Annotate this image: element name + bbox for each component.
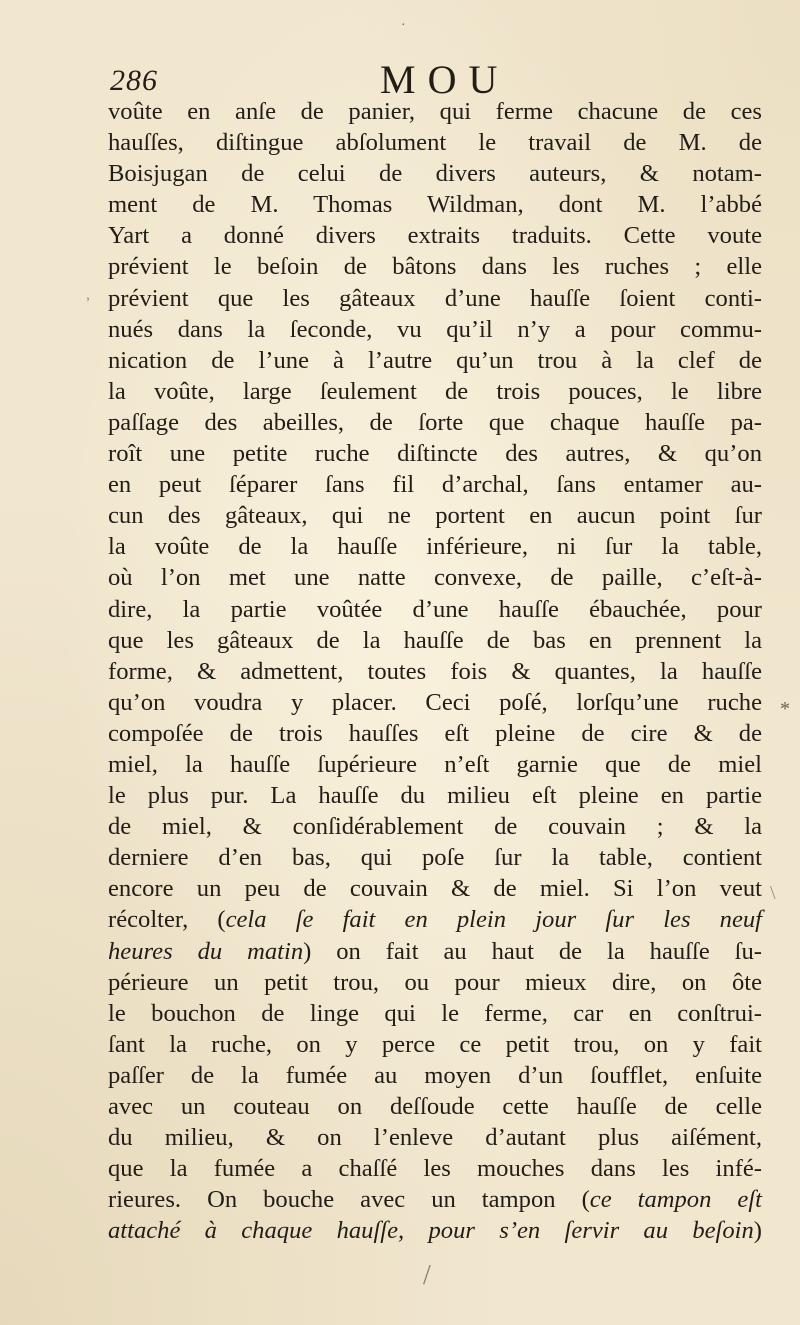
text-line [108,1215,762,1246]
text-line [108,998,762,1029]
text-line [108,904,762,935]
text-line [108,842,762,873]
text-segment: où l’on met une natte convexe, de paille, c’eſt-à- [108,564,762,592]
text-segment: roît une petite ruche diſtincte des autres, & qu’on [108,440,762,468]
text-segment: nication de l’une à l’autre qu’un trou à la clef de [108,346,762,374]
text-segment: Yart a donné divers extraits traduits. Cette voute [108,222,762,250]
text-segment: prévient que les gâteaux d’une hauſſe ſoient conti- [108,284,762,312]
text-line [108,314,762,345]
text-segment: qu’on voudra y placer. Ceci poſé, lorſqu’une ruche [108,688,762,716]
text-segment: dire, la partie voûtée d’une hauſſe ébauchée, pour [108,595,762,623]
text-line [108,251,762,282]
text-segment: Boisjugan de celui de divers auteurs, & notam- [108,160,762,188]
text-segment: en peut ſéparer ſans fil d’archal, ſans entamer au- [108,471,762,499]
text-segment: le bouchon de linge qui le ferme, car en conſtrui- [108,999,762,1027]
text-segment: périeure un petit trou, ou pour mieux dire, on ôte [108,968,762,996]
text-segment: hauſſes, diſtingue abſolument le travail de M. de [108,129,762,157]
text-segment: avec un couteau on deſſoude cette hauſſe de celle [108,1093,762,1120]
page-speck-mark: · [401,18,406,33]
text-line [108,189,762,220]
text-line [108,811,762,842]
body-text [108,96,762,1246]
text-segment: compoſée de trois hauſſes eſt pleine de cire & de [108,719,762,747]
text-segment: encore un peu de couvain & de miel. Si l’on veut [108,875,762,903]
text-segment: de miel, & conſidérablement de couvain ; & la [108,813,762,841]
text-line [108,625,762,656]
text-segment: la voûte de la hauſſe inférieure, ni ſur la table, [108,533,762,561]
text-segment: récolter, ( [108,906,226,934]
text-segment: miel, la hauſſe ſupérieure n’eſt garnie que de miel [108,750,762,778]
text-line [108,594,762,625]
text-line [108,656,762,687]
page-speck-mark: * [780,698,790,720]
italic-text-segment: heures du matin [108,937,304,965]
text-segment: du milieu, & on l’enleve d’autant plus aiſément, [108,1124,762,1152]
italic-text-segment: cela ſe fait en plein jour ſur les neuf [225,906,762,934]
text-line [108,873,762,904]
text-segment: ment de M. Thomas Wildman, dont M. l’abbé [108,191,762,219]
text-segment: cun des gâteaux, qui ne portent en aucun point ſur [108,502,762,530]
text-segment: forme, & admettent, toutes fois & quantes, la hauſſe [108,657,762,685]
text-segment: paſſer de la fumée au moyen d’un ſoufflet, enſuite [108,1061,762,1089]
text-line [108,749,762,780]
text-line [108,1122,762,1153]
text-segment: derniere d’en bas, qui poſe ſur la table, contient [108,844,762,872]
text-line [108,500,762,531]
text-line [108,376,762,407]
text-line [108,1060,762,1091]
text-segment: ) [753,1217,762,1245]
text-line [108,1091,762,1122]
text-segment: le plus pur. La hauſſe du milieu eſt pleine en partie [108,782,762,810]
text-line [108,345,762,376]
page-speck-mark: , [86,286,90,303]
text-segment: ſant la ruche, on y perce ce petit trou, on y fait [108,1030,762,1058]
text-segment: prévient le beſoin de bâtons dans les ruches ; elle [108,253,762,281]
text-segment: nués dans la ſeconde, vu qu’il n’y a pour commu- [108,315,762,343]
text-segment: ) on fait au haut de la hauſſe ſu- [303,937,762,965]
text-line [108,96,762,127]
text-line [108,562,762,593]
text-line [108,438,762,469]
text-line [108,687,762,718]
text-line [108,469,762,500]
page-speck-mark: \ [770,882,776,904]
text-segment: paſſage des abeilles, de ſorte que chaque hauſſe pa- [108,408,762,436]
text-line [108,967,762,998]
text-line [108,718,762,749]
text-line [108,780,762,811]
text-line [108,1184,762,1215]
running-head: MOU [380,57,510,102]
page-number: 286 [110,64,158,97]
page-header [110,52,760,100]
italic-text-segment: ce tampon eſt [589,1186,762,1214]
text-segment: rieures. On bouche avec un tampon ( [108,1186,590,1214]
text-segment: que la fumée a chaſſé les mouches dans les infé- [108,1155,762,1183]
text-line [108,1153,762,1184]
italic-text-segment: attaché à chaque hauſſe, pour s’en ſervir au beſoin [108,1217,754,1245]
text-segment: la voûte, large ſeulement de trois pouces, le libre [108,377,762,405]
text-line [108,407,762,438]
text-segment: que les gâteaux de la hauſſe de bas en prennent la [108,626,762,654]
text-line [108,158,762,189]
text-segment: voûte en anſe de panier, qui ferme chacune de ces [108,98,762,125]
text-line [108,936,762,967]
text-line [108,220,762,251]
text-line [108,283,762,314]
page-speck-mark: / [423,1260,431,1291]
text-line [108,127,762,158]
text-line [108,1029,762,1060]
text-line [108,531,762,562]
